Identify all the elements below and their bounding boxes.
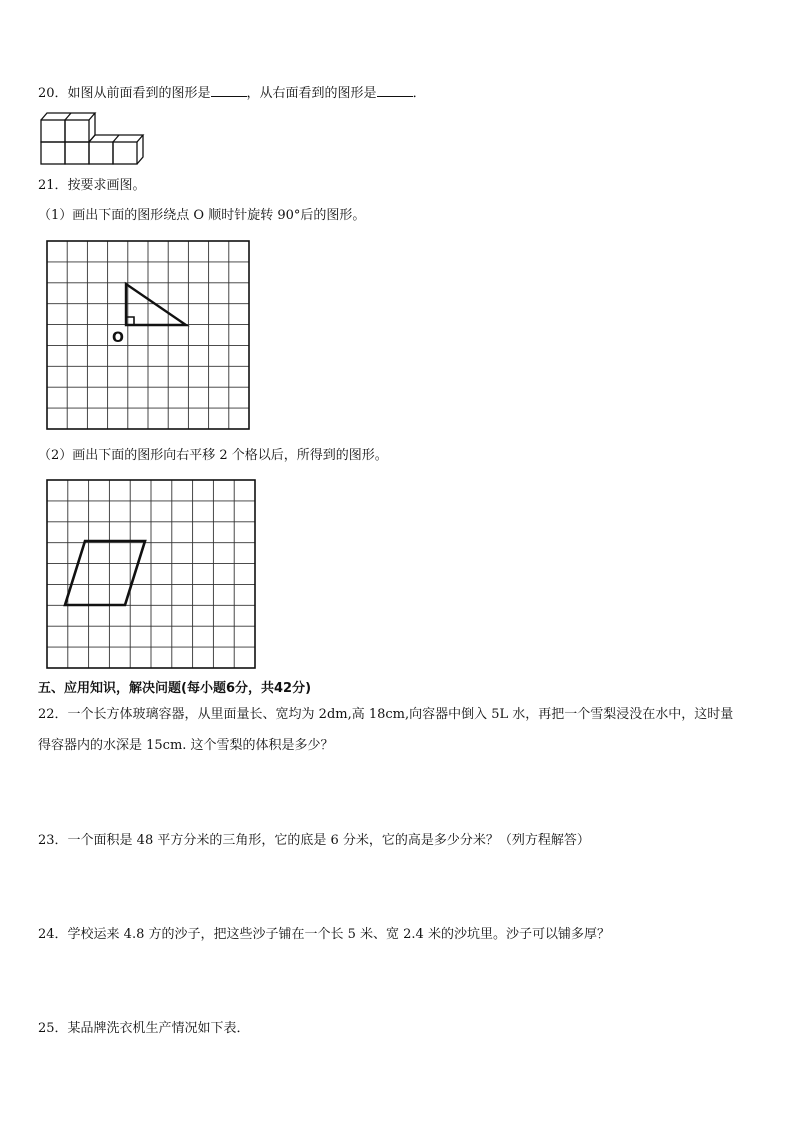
- q20-prefix: 20．如图从前面看到的图形是: [38, 86, 211, 101]
- parallelogram-shape: [65, 541, 145, 605]
- q20-cube-figure: [38, 110, 150, 168]
- q20-answer-blank-front[interactable]: [211, 84, 247, 97]
- right-triangle-shape: [126, 284, 186, 325]
- rotation-point-label: O: [112, 330, 124, 346]
- q20-text: [38, 84, 426, 103]
- section5-title: 五、应用知识，解决问题(每小题6分，共42分): [38, 681, 312, 696]
- q21-title: 21．按要求画图。: [38, 178, 146, 193]
- translation-grid[interactable]: [44, 477, 260, 671]
- rotation-grid[interactable]: [44, 238, 254, 432]
- q24-text: 24．学校运来 4.8 方的沙子，把这些沙子铺在一个长 5 米、宽 2.4 米的沙坑里。沙子可以铺多厚？: [38, 927, 610, 942]
- q21-part1: （1）画出下面的图形绕点 O 顺时针旋转 90°后的图形。: [38, 208, 366, 223]
- q20-suffix: ．: [412, 86, 426, 101]
- q20-middle: ，从右面看到的图形是: [246, 86, 377, 101]
- q22-line2: 得容器内的水深是 15cm. 这个雪梨的体积是多少？: [38, 738, 334, 753]
- q20-answer-blank-right[interactable]: [377, 84, 413, 97]
- q22-line1: 22．一个长方体玻璃容器，从里面量长、宽均为 2dm,高 18cm,向容器中倒入 5L 水，再把一个雪梨浸没在水中，这时量: [38, 707, 734, 722]
- q23-text: 23．一个面积是 48 平方分米的三角形，它的底是 6 分米，它的高是多少分米？（列方程解答）: [38, 833, 590, 848]
- q21-part2: （2）画出下面的图形向右平移 2 个格以后，所得到的图形。: [38, 448, 388, 463]
- q25-text: 25．某品牌洗衣机生产情况如下表．: [38, 1021, 250, 1036]
